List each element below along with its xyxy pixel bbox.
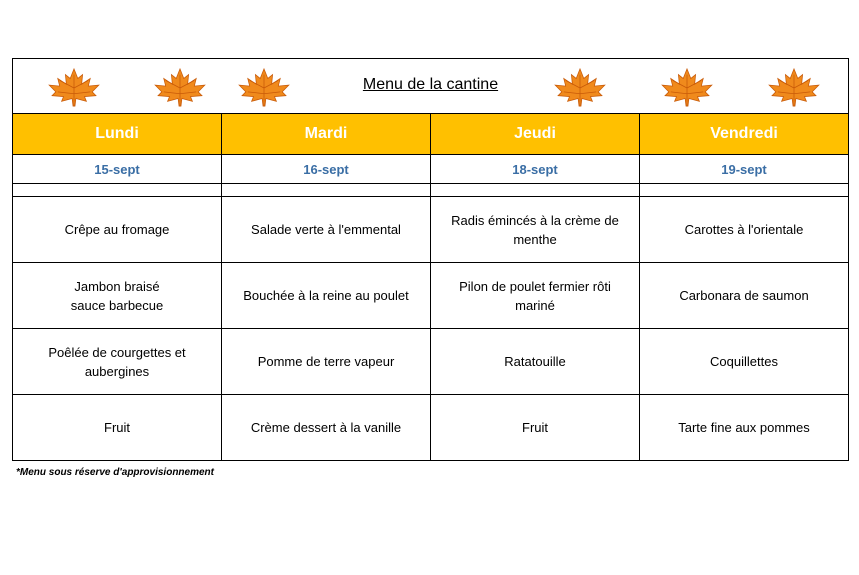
dates-row bbox=[13, 155, 849, 184]
footnote: *Menu sous réserve d'approvisionnement bbox=[16, 467, 214, 478]
days-header-row bbox=[13, 114, 849, 155]
menu-banner bbox=[13, 59, 849, 114]
date-cell: 18-sept bbox=[431, 155, 640, 184]
dish-cell: Poêlée de courgettes et aubergines bbox=[13, 329, 222, 395]
maple-leaf-icon bbox=[765, 67, 823, 109]
dish-cell: Ratatouille bbox=[431, 329, 640, 395]
spacer-cell bbox=[640, 184, 849, 197]
date-cell: 15-sept bbox=[13, 155, 222, 184]
starter-row bbox=[13, 197, 849, 263]
date-cell: 16-sept bbox=[222, 155, 431, 184]
dish-cell: Radis émincés à la crème de menthe bbox=[431, 197, 640, 263]
page-title: Menu de la cantine bbox=[362, 76, 499, 93]
spacer-cell bbox=[222, 184, 431, 197]
maple-leaf-icon bbox=[658, 67, 716, 109]
dish-cell: Carbonara de saumon bbox=[640, 263, 849, 329]
dish-cell: Fruit bbox=[431, 395, 640, 461]
spacer-cell bbox=[13, 184, 222, 197]
dish-cell: Pomme de terre vapeur bbox=[222, 329, 431, 395]
main-course-row bbox=[13, 263, 849, 329]
dish-cell: Tarte fine aux pommes bbox=[640, 395, 849, 461]
spacer-row bbox=[13, 184, 849, 197]
dish-cell: Crêpe au fromage bbox=[13, 197, 222, 263]
date-cell: 19-sept bbox=[640, 155, 849, 184]
spacer-cell bbox=[431, 184, 640, 197]
side-dish-row bbox=[13, 329, 849, 395]
day-header-jeudi: Jeudi bbox=[431, 114, 640, 155]
dish-cell: Pilon de poulet fermier rôti mariné bbox=[431, 263, 640, 329]
day-header-vendredi: Vendredi bbox=[640, 114, 849, 155]
dish-cell: Carottes à l'orientale bbox=[640, 197, 849, 263]
maple-leaf-icon bbox=[551, 67, 609, 109]
dish-cell: Salade verte à l'emmental bbox=[222, 197, 431, 263]
day-header-mardi: Mardi bbox=[222, 114, 431, 155]
dish-cell: Fruit bbox=[13, 395, 222, 461]
dish-cell: Crème dessert à la vanille bbox=[222, 395, 431, 461]
dish-cell: Bouchée à la reine au poulet bbox=[222, 263, 431, 329]
dish-cell: Jambon braisé sauce barbecue bbox=[13, 263, 222, 329]
dessert-row bbox=[13, 395, 849, 461]
menu-container bbox=[12, 58, 849, 461]
day-header-lundi: Lundi bbox=[13, 114, 222, 155]
menu-table bbox=[12, 58, 849, 461]
dish-cell: Coquillettes bbox=[640, 329, 849, 395]
